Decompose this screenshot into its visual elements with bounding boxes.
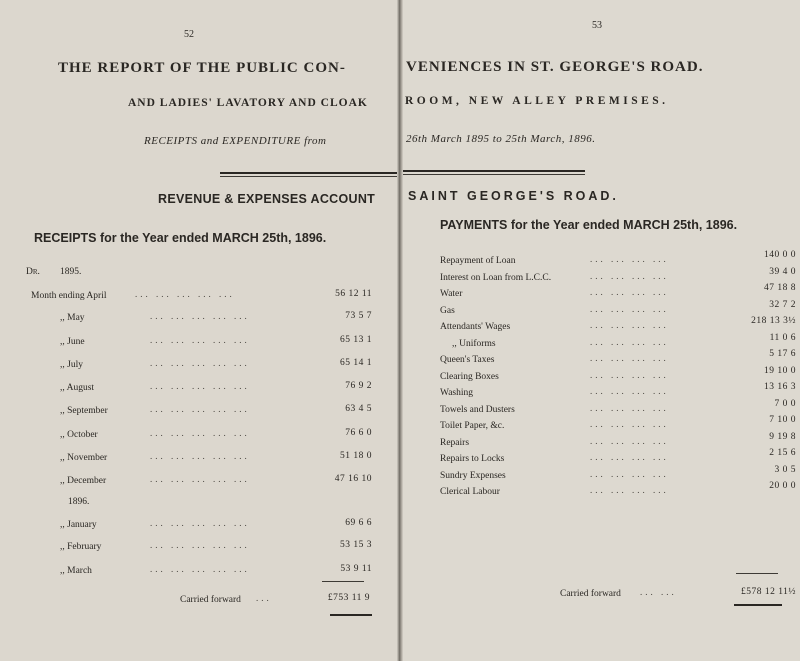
- receipt-row-amount: 76 6 0: [345, 428, 372, 438]
- payment-row-label: Sundry Expenses: [440, 471, 506, 481]
- receipt-row-leader: ... ... ... ... ...: [150, 540, 250, 550]
- receipt-row-amount: 47 16 10: [334, 474, 372, 484]
- payment-row-leader: ... ... ... ...: [590, 469, 669, 479]
- receipt-row-leader: ... ... ... ... ...: [150, 518, 250, 528]
- receipt-row-leader: ... ... ... ... ...: [135, 289, 235, 299]
- receipt-row-leader: ... ... ... ... ...: [150, 428, 250, 438]
- payment-row-label: Gas: [440, 306, 455, 316]
- receipt-row-leader: ... ... ... ... ...: [150, 381, 250, 391]
- payment-row-label: Queen's Taxes: [440, 355, 495, 365]
- receipts-heading: RECEIPTS for the Year ended MARCH 25th, 1896.: [34, 231, 327, 245]
- receipt-row-amount: 69 6 6: [345, 518, 372, 528]
- receipt-row-leader: ... ... ... ... ...: [150, 564, 250, 574]
- receipt-row-amount: 53 9 11: [340, 564, 372, 574]
- payment-row-leader: ... ... ... ...: [590, 304, 669, 314]
- payment-row-label: Repairs to Locks: [440, 454, 505, 464]
- payment-row-amount: 5 17 6: [769, 349, 796, 359]
- payment-row-amount: 13 16 3: [764, 382, 796, 392]
- payment-row-label: Repayment of Loan: [440, 256, 516, 266]
- receipt-row-label: ,, December: [60, 476, 107, 486]
- receipt-row-amount: 53 15 3: [340, 540, 372, 550]
- payment-row-label: Water: [440, 289, 463, 299]
- payment-row-amount: 2 15 6: [769, 448, 796, 458]
- payment-row-amount: 218 13 3½: [751, 316, 796, 326]
- payment-row-leader: ... ... ... ...: [590, 419, 669, 429]
- payment-row-leader: ... ... ... ...: [590, 485, 669, 495]
- payment-row-leader: ... ... ... ...: [590, 370, 669, 380]
- payment-row-amount: 7 10 0: [769, 415, 796, 425]
- payments-total-rule: [734, 604, 782, 606]
- receipt-row-label: ,, June: [60, 337, 85, 347]
- payment-row-label: Washing: [440, 388, 474, 398]
- payments-sum-rule: [736, 573, 778, 574]
- book-gutter: [397, 0, 403, 661]
- payment-row-label: Interest on Loan from L.C.C.: [440, 273, 552, 283]
- period-right: 26th March 1895 to 25th March, 1896.: [406, 133, 596, 145]
- payment-row-leader: ... ... ... ...: [590, 337, 669, 347]
- payment-row-amount: 7 0 0: [774, 399, 796, 409]
- year-1896: 1896.: [68, 497, 90, 507]
- payment-row-amount: 9 19 8: [769, 432, 796, 442]
- receipt-row-leader: ... ... ... ... ...: [150, 358, 250, 368]
- payment-row-leader: ... ... ... ...: [590, 271, 669, 281]
- receipts-cf-leader: ...: [256, 593, 272, 603]
- receipt-row-leader: ... ... ... ... ...: [150, 474, 250, 484]
- receipt-row-label: ,, January: [60, 520, 97, 530]
- payment-row-label: Clearing Boxes: [440, 372, 499, 382]
- receipts-sum-rule: [322, 581, 364, 582]
- subtitle-left: AND LADIES' LAVATORY AND CLOAK: [128, 97, 368, 109]
- receipt-row-label: ,, May: [60, 313, 85, 323]
- payments-cf-leader: ... ...: [640, 587, 677, 597]
- period-left: RECEIPTS and EXPENDITURE from: [144, 135, 327, 147]
- receipt-row-amount: 65 14 1: [340, 358, 372, 368]
- report-title-left: THE REPORT OF THE PUBLIC CON-: [58, 60, 346, 76]
- payment-row-amount: 3 0 5: [774, 465, 796, 475]
- payment-row-leader: ... ... ... ...: [590, 287, 669, 297]
- payment-row-label: Towels and Dusters: [440, 405, 515, 415]
- receipt-row-leader: ... ... ... ... ...: [150, 311, 250, 321]
- payment-row-leader: ... ... ... ...: [590, 353, 669, 363]
- payment-row-amount: 39 4 0: [769, 267, 796, 277]
- receipt-row-amount: 76 9 2: [345, 381, 372, 391]
- payment-row-leader: ... ... ... ...: [590, 254, 669, 264]
- payment-row-label: Repairs: [440, 438, 470, 448]
- dr-label: Dr.: [26, 267, 40, 277]
- receipt-row-amount: 63 4 5: [345, 404, 372, 414]
- receipt-row-amount: 73 5 7: [345, 311, 372, 321]
- payment-row-amount: 19 10 0: [764, 366, 796, 376]
- receipt-row-leader: ... ... ... ... ...: [150, 451, 250, 461]
- payments-carried-forward-amount: £578 12 11½: [740, 587, 796, 597]
- year-1895: 1895.: [60, 267, 82, 277]
- payment-row-label: ,, Uniforms: [452, 339, 496, 349]
- receipt-row-label: ,, July: [60, 360, 83, 370]
- payment-row-amount: 11 0 6: [769, 333, 796, 343]
- receipt-row-label: ,, November: [60, 453, 108, 463]
- receipt-row-label: ,, February: [60, 542, 102, 552]
- receipt-row-amount: 51 18 0: [340, 451, 372, 461]
- payment-row-label: Attendants' Wages: [440, 322, 511, 332]
- payment-row-amount: 20 0 0: [769, 481, 796, 491]
- payment-row-leader: ... ... ... ...: [590, 386, 669, 396]
- receipt-row-label: ,, August: [60, 383, 95, 393]
- subtitle-right: ROOM, NEW ALLEY PREMISES.: [405, 95, 669, 107]
- payment-row-label: Clerical Labour: [440, 487, 500, 497]
- receipt-row-amount: 56 12 11: [335, 289, 372, 299]
- receipt-row-amount: 65 13 1: [340, 335, 372, 345]
- payment-row-amount: 140 0 0: [764, 250, 796, 260]
- payments-carried-forward-label: Carried forward: [560, 589, 621, 599]
- receipts-carried-forward-amount: £753 11 9: [327, 593, 370, 603]
- payment-row-leader: ... ... ... ...: [590, 452, 669, 462]
- header-rule-left: [220, 172, 397, 174]
- header-rule-right-thin: [403, 174, 585, 175]
- receipt-row-label: ,, October: [60, 430, 98, 440]
- receipts-carried-forward-label: Carried forward: [180, 595, 241, 605]
- header-rule-right: [403, 170, 585, 172]
- receipt-row-label: ,, March: [60, 566, 92, 576]
- receipt-row-label: Month ending April: [31, 291, 107, 301]
- header-rule-left-thin: [220, 176, 397, 177]
- receipt-row-leader: ... ... ... ... ...: [150, 404, 250, 414]
- payment-row-leader: ... ... ... ...: [590, 436, 669, 446]
- payment-row-leader: ... ... ... ...: [590, 320, 669, 330]
- receipt-row-leader: ... ... ... ... ...: [150, 335, 250, 345]
- payments-heading: PAYMENTS for the Year ended MARCH 25th, 1896.: [440, 218, 738, 232]
- report-title-right: VENIENCES IN ST. GEORGE'S ROAD.: [406, 59, 704, 75]
- payment-row-amount: 47 18 8: [764, 283, 796, 293]
- payment-row-leader: ... ... ... ...: [590, 403, 669, 413]
- payment-row-label: Toilet Paper, &c.: [440, 421, 505, 431]
- account-heading-left: REVENUE & EXPENSES ACCOUNT: [158, 192, 376, 206]
- right-page-number: 53: [592, 20, 602, 31]
- payment-row-amount: 32 7 2: [769, 300, 796, 310]
- left-page-number: 52: [184, 29, 194, 40]
- account-heading-right: SAINT GEORGE'S ROAD.: [408, 189, 619, 203]
- receipt-row-label: ,, September: [60, 406, 108, 416]
- receipts-total-rule: [330, 614, 372, 616]
